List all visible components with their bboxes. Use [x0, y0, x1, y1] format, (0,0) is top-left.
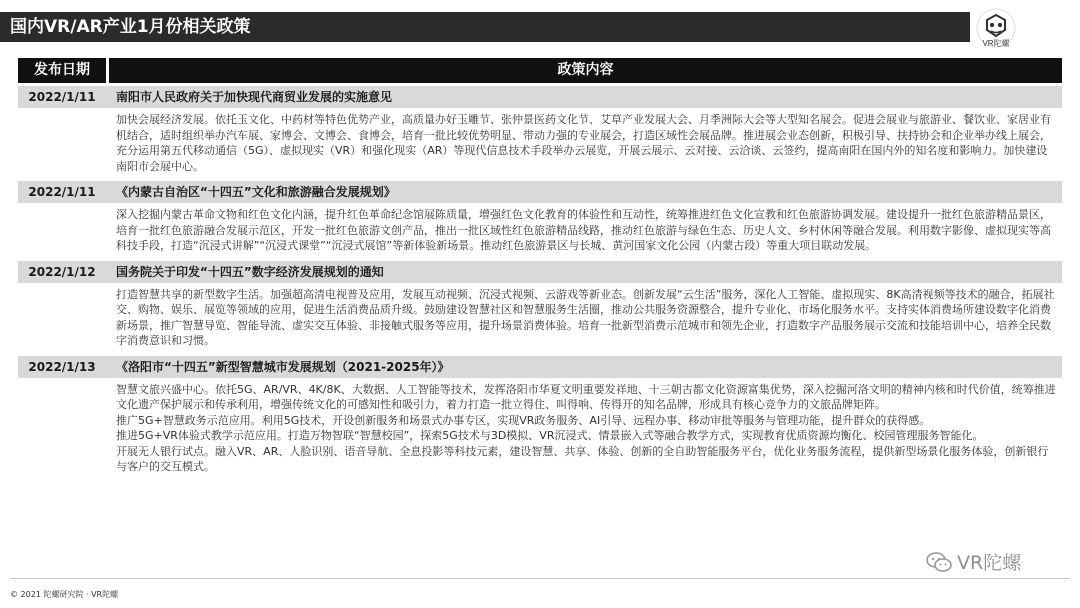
entry-paragraph: 智慧文旅兴盛中心。依托5G、AR/VR、4K/8K、大数据、人工智能等技术，发挥洛阳市华夏文明重要发祥地、十三朝古都文化资源富集优势，深入挖掘河洛文明的精神内核和时代价值，统筹推进文化遗产保护展示和传承利用，增强传统文化的可感知性和吸引力，着力打造一批立得住、叫得响、传得开的知名品牌，形成具有核心竞争力的文旅品牌矩阵。 [116, 382, 1056, 411]
entry-title: 南阳市人民政府关于加快现代商贸业发展的实施意见 [116, 90, 393, 104]
entry-date: 2022/1/13 [28, 359, 96, 374]
watermark [925, 548, 1021, 575]
entry-paragraph: 深入挖掘内蒙古革命文物和红色文化内涵，提升红色革命纪念馆展陈质量，增强红色文化教育的体验性和互动性，统筹推进红色文化宣教和红色旅游协调发展。建设提升一批红色旅游精品景区，培育一批红色旅游融合发展示范区，开发一批红色旅游文创产品，推出一批区域性红色旅游精品线路，推动红色旅游与绿色生态、历史人文、乡村休闲等融合发展。利用数字影像、虚拟现实等高科技手段，打造“沉浸式讲解”“沉浸式课堂”“沉浸式展馆”等新体验新场景。推动红色旅游景区与长城、黄河国家文化公园（内蒙古段）等重大项目联动发展。 [116, 208, 1051, 252]
entry-date: 2022/1/11 [28, 185, 96, 199]
entry-paragraph: 加快会展经济发展。依托玉文化、中药材等特色优势产业，高质量办好玉雕节、张仲景医药文化节、艾草产业发展大会、月季洲际大会等大型知名展会。促进会展业与旅游业、餐饮业、家居业有机结合，适时组织举办汽车展、家博会、文博会、食博会，培育一批比较优势明显、带动力强的专业展会，打造区域性会展品牌。推进展会业态创新，积极引导、扶持协会和企业举办线上展会，充分运用第五代移动通信（5G）、虚拟现实（VR）和强化现实（AR）等现代信息技术手段举办云展览，开展云展示、云对接、云洽谈、云签约，提高南阳在国内外的知名度和影响力。加快建设南阳市会展中心。 [116, 113, 1051, 173]
policy-table [18, 58, 1062, 479]
entry-body [109, 108, 1062, 178]
entry-title: 《洛阳市“十四五”新型智慧城市发展规划（2021-2025年）》 [116, 359, 450, 374]
entry-paragraph: 推进5G+VR体验式教学示范应用。打造万物智联“智慧校园”，探索5G技术与3D模拟、VR沉浸式、情景嵌入式等融合教学方式，实现教育优质资源均衡化、校园管理服务智能化。 [116, 429, 984, 442]
footer-copyright: © 2021 陀螺研究院 · VR陀螺 [10, 590, 119, 599]
entry-title: 国务院关于印发“十四五”数字经济发展规划的通知 [116, 264, 384, 279]
table-row [18, 86, 1062, 108]
entry-paragraph: 开展无人银行试点。融入VR、AR、人脸识别、语音导航、全息投影等科技元素，建设智慧、共享、体验、创新的全自助智能服务平台，优化业务服务流程，提供新型场景化服务体验，创新银行与客户的交互模式。 [116, 444, 1049, 473]
watermark-text: VR陀螺 [957, 552, 1022, 574]
entry-date: 2022/1/11 [28, 90, 96, 104]
table-row [18, 261, 1062, 283]
table-header [18, 58, 1062, 83]
entry-title: 《内蒙古自治区“十四五”文化和旅游融合发展规划》 [116, 185, 396, 199]
entry-paragraph: 打造智慧共享的新型数字生活。加强超高清电视普及应用，发展互动视频、沉浸式视频、云游戏等新业态。创新发展“云生活”服务，深化人工智能、虚拟现实、8K高清视频等技术的融合，拓展社交、购物、娱乐、展览等领域的应用，促进生活消费品质升级。鼓励建设智慧社区和智慧服务生活圈，推动公共服务资源整合，提升专业化、市场化服务水平。支持实体消费场所建设数字化消费新场景，推广智慧导览、智能导流、虚实交互体验、非接触式服务等应用，提升场景消费体验。培育一批新型消费示范城市和领先企业，打造数字产品服务展示交流和技能培训中心，培养全民数字消费意识和习惯。 [116, 287, 1055, 347]
logo-text: VR陀螺 [982, 39, 1010, 48]
table-row [18, 181, 1062, 203]
header-date: 发布日期 [18, 58, 106, 83]
wechat-icon [925, 551, 953, 573]
page-title: 国内VR/AR产业1月份相关政策 [0, 12, 970, 42]
entries-list [18, 86, 1062, 479]
header-content: 政策内容 [109, 58, 1062, 83]
entry-date: 2022/1/12 [28, 264, 96, 279]
entry-body [109, 203, 1062, 258]
bottom-divider [10, 578, 1070, 579]
entry-body [109, 378, 1062, 479]
entry-paragraph: 推广5G+智慧政务示范应用。利用5G技术，开设创新服务和场景式办事专区，实现VR政务服务、AI引导、远程办事、移动审批等服务与管理功能，提升群众的获得感。 [116, 413, 931, 427]
entry-body [109, 283, 1062, 353]
table-row [18, 356, 1062, 378]
